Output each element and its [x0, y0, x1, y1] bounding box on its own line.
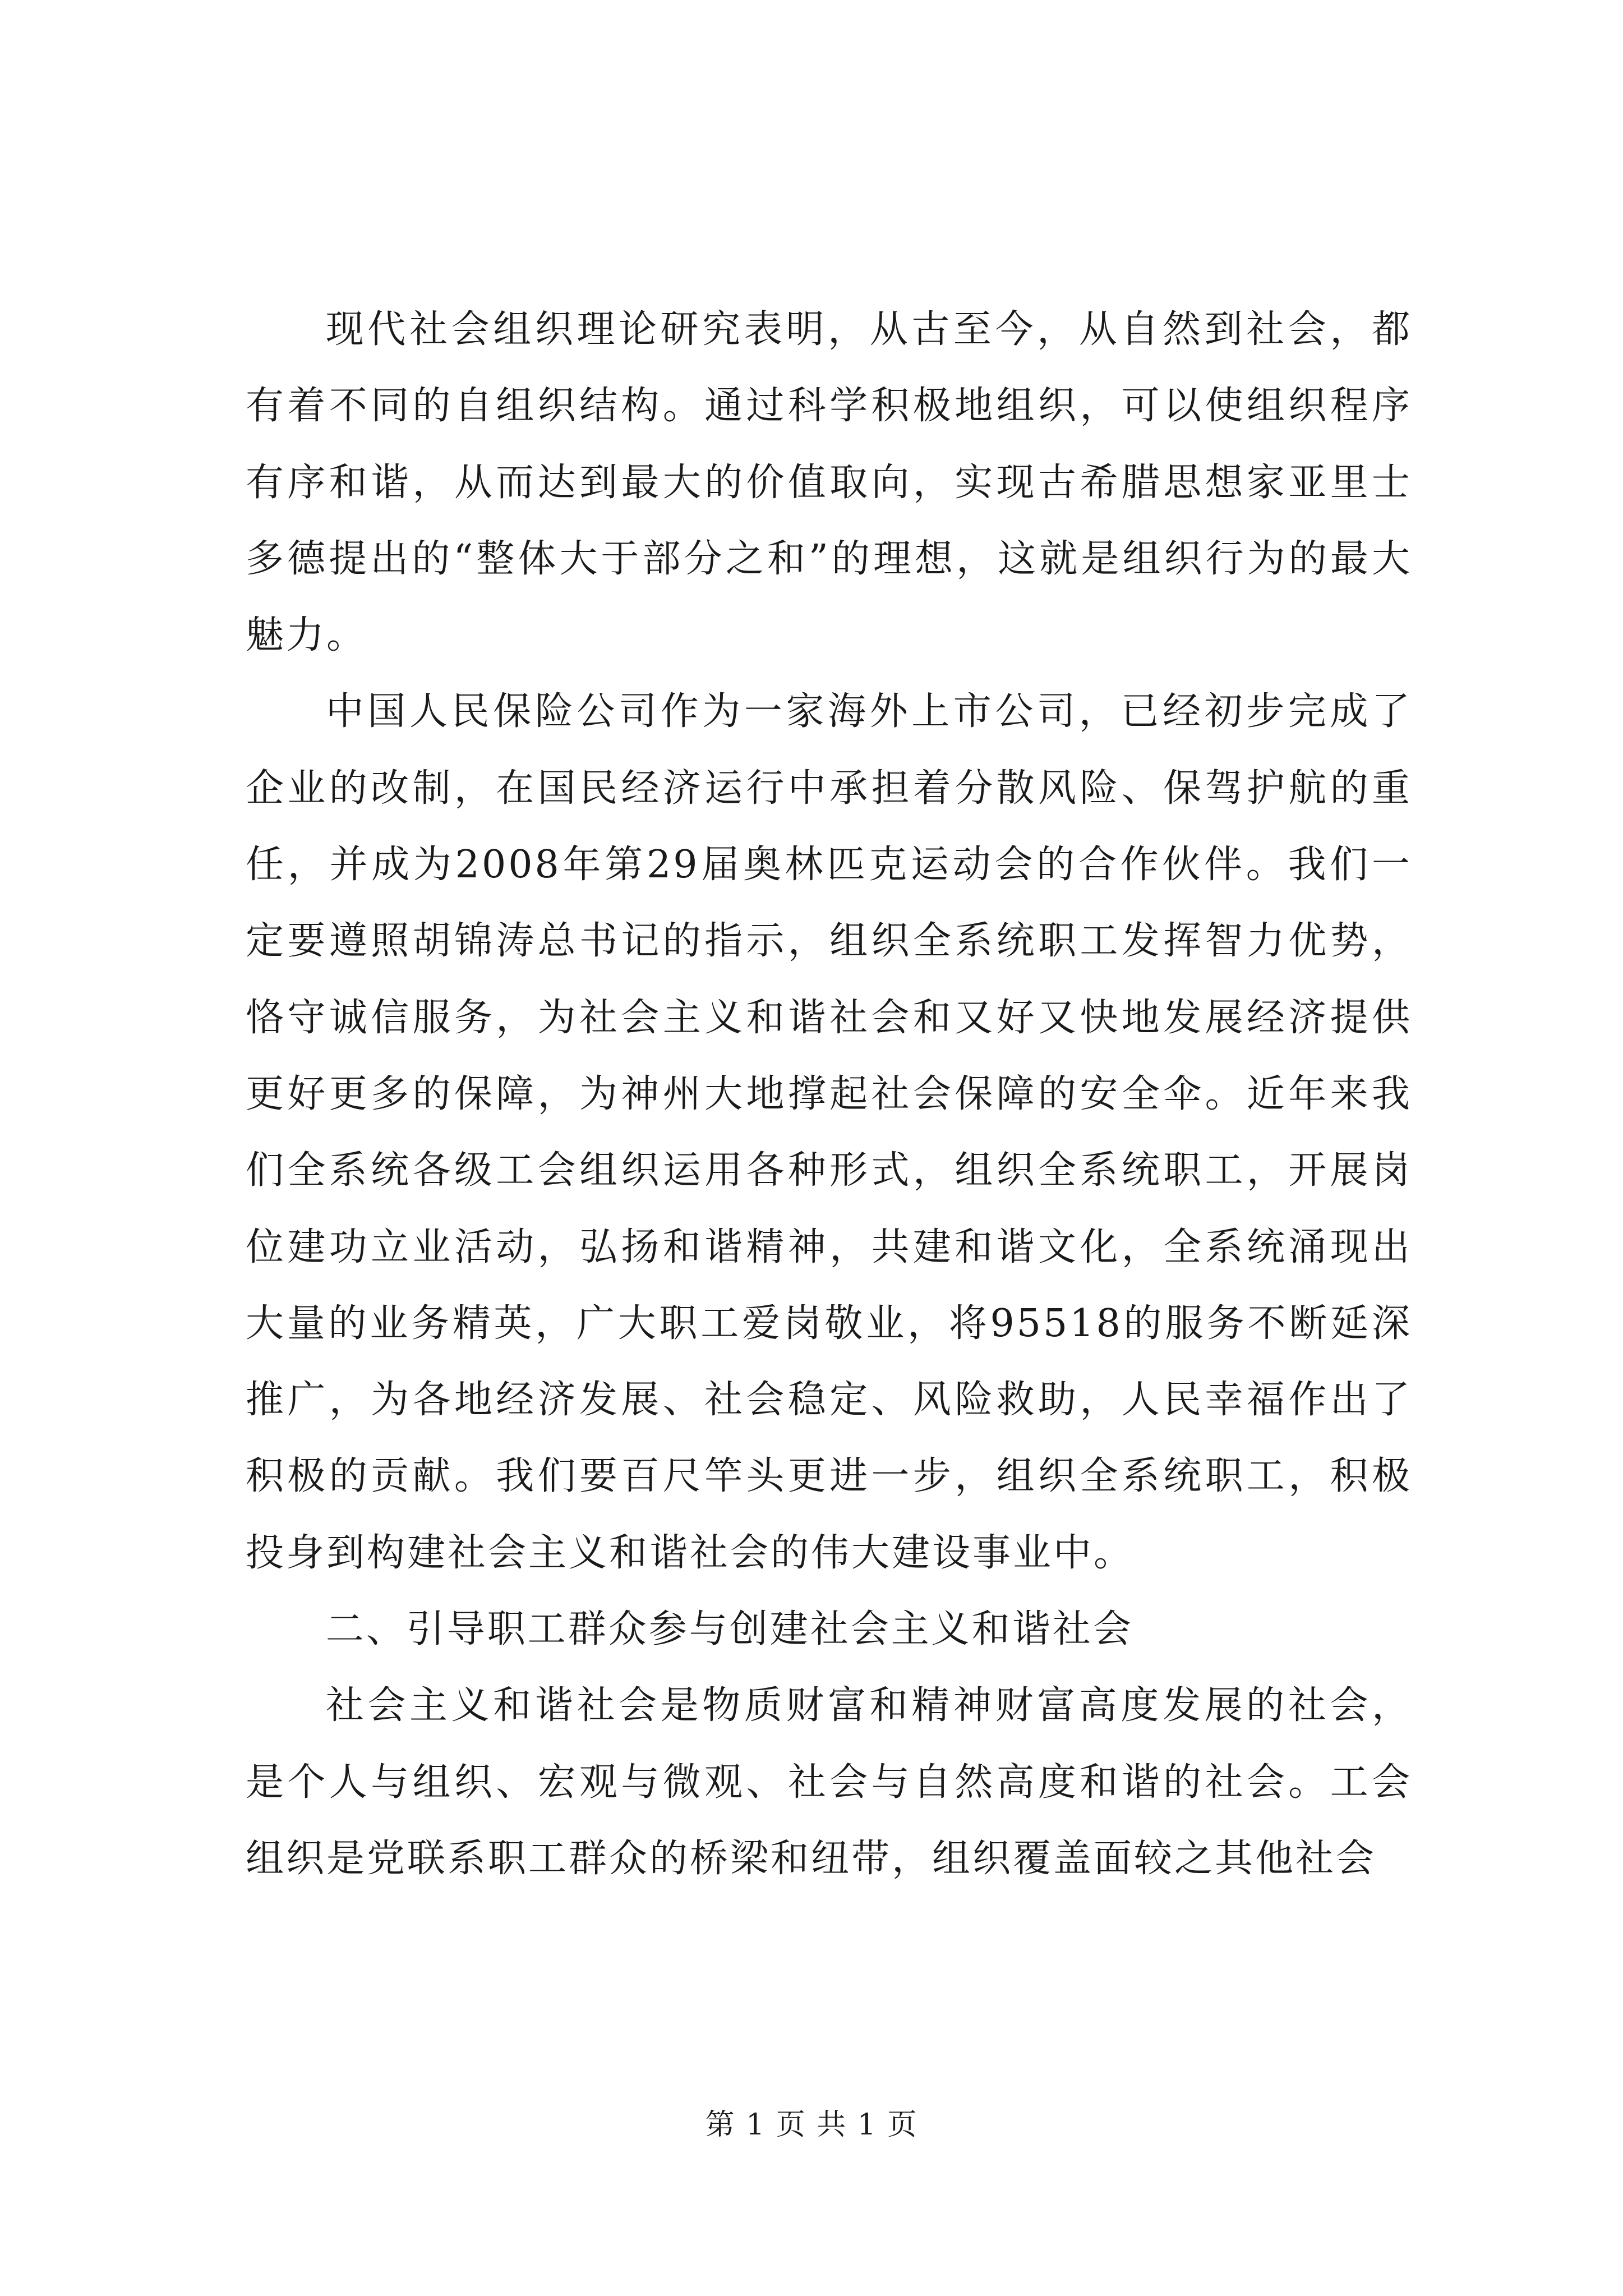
page-footer: 第 1 页 共 1 页: [705, 2108, 918, 2142]
paragraph-picc-company: 中国人民保险公司作为一家海外上市公司，已经初步完成了企业的改制，在国民经济运行中承担着分散风险、保驾护航的重任，并成为2008年第29届奥林匹克运动会的合作伙伴。我们一定要遵照胡锦涛总书记的指示，组织全系统职工发挥智力优势，恪守诚信服务，为社会主义和谐社会和又好又快地发展经济提供更好更多的保障，为神州大地撑起社会保障的安全伞。近年来我们全系统各级工会组织运用各种形式，组织全系统职工，开展岗位建功立业活动，弘扬和谐精神，共建和谐文化，全系统涌现出大量的业务精英，广大职工爱岗敬业，将95518的服务不断延深推广，为各地经济发展、社会稳定、风险救助，人民幸福作出了积极的贡献。我们要百尺竿头更进一步，组织全系统职工，积极投身到构建社会主义和谐社会的伟大建设事业中。: [246, 689, 1412, 1575]
document-body: [246, 292, 1412, 1897]
section-heading: 二、引导职工群众参与创建社会主义和谐社会: [325, 1607, 1133, 1652]
paragraph-harmonious-society: 社会主义和谐社会是物质财富和精神财富高度发展的社会，是个人与组织、宏观与微观、社会与自然高度和谐的社会。工会组织是党联系职工群众的桥梁和纽带，组织覆盖面较之其他社会: [246, 1683, 1412, 1881]
paragraph-organization-theory: 现代社会组织理论研究表明，从古至今，从自然到社会，都有着不同的自组织结构。通过科学积极地组织，可以使组织程序有序和谐，从而达到最大的价值取向，实现古希腊思想家亚里士多德提出的“整体大于部分之和”的理想，这就是组织行为的最大魅力。: [246, 307, 1412, 658]
